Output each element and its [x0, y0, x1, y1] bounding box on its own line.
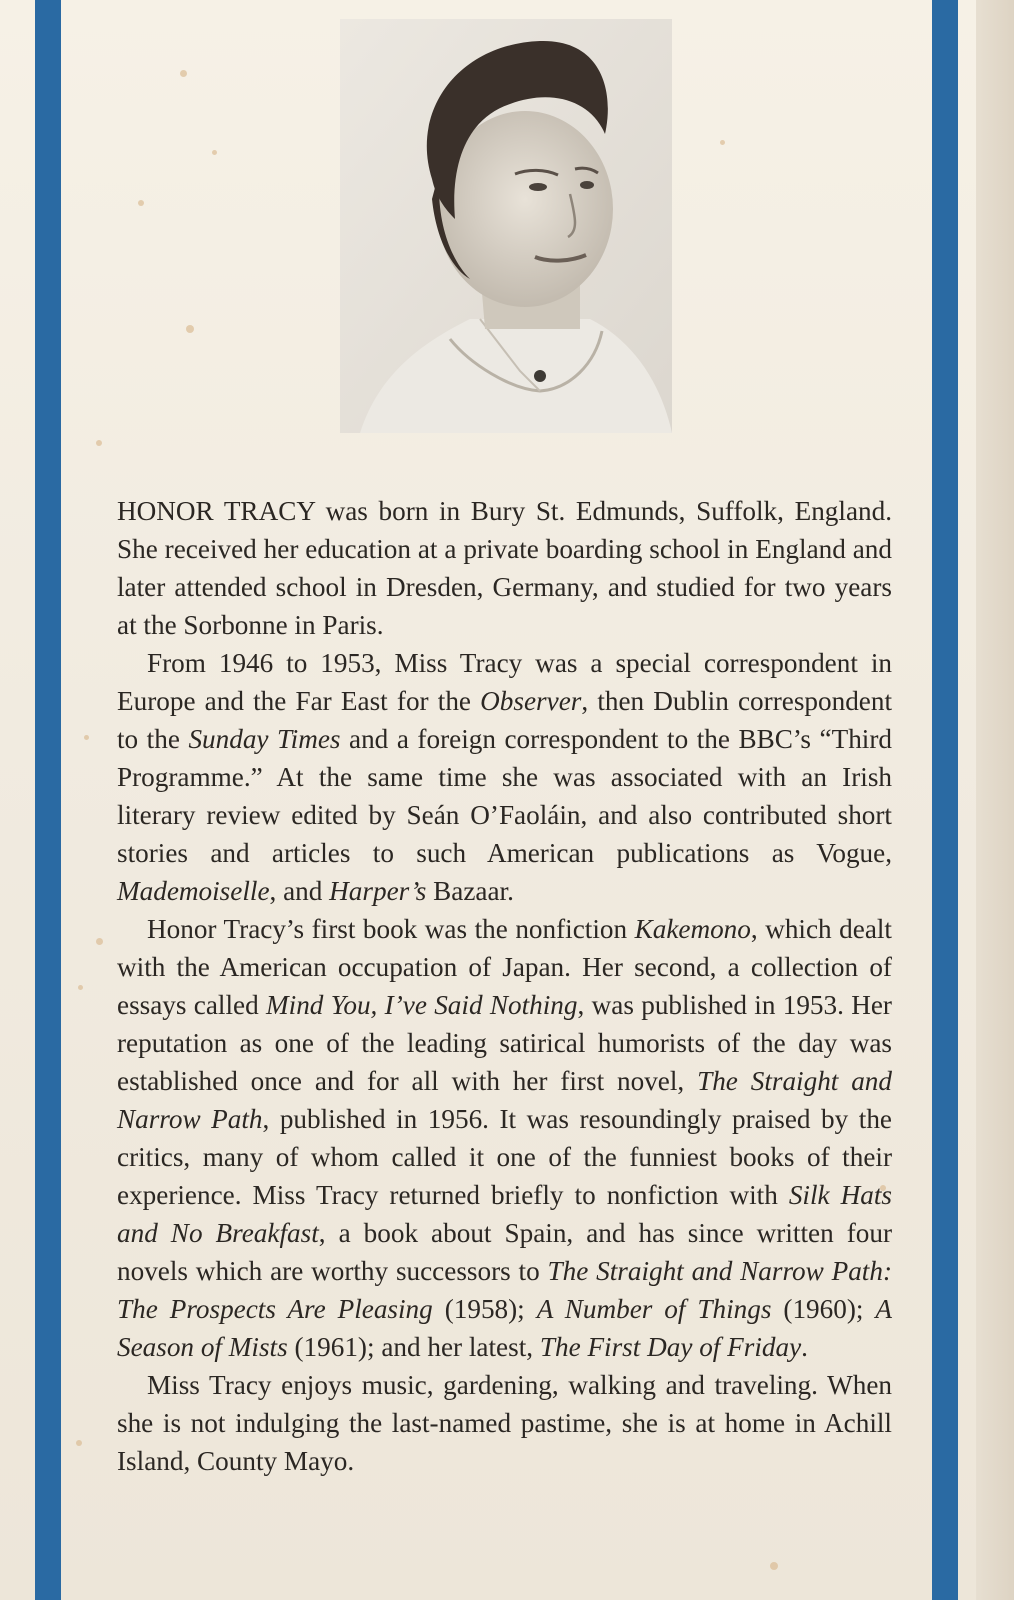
- italic-title-run: A Number of Things: [536, 1294, 772, 1324]
- text-run: , and: [269, 876, 330, 906]
- italic-title-run: Mademoiselle: [117, 876, 270, 906]
- text-run: (1960);: [771, 1294, 876, 1324]
- foxing-speck: [138, 200, 144, 206]
- italic-title-run: Harper’s: [329, 876, 427, 906]
- foxing-speck: [212, 150, 217, 155]
- text-run: Miss Tracy enjoys music, gardening, walking and traveling. When she is not indulging the last-named pastime, she is at home in Achill Island, County Mayo.: [117, 1370, 892, 1476]
- text-run: and a foreign correspondent to the BBC’s “Third Programme.” At the same time she was associated with an Irish literary review edited by Seán O’Faoláin, and also contributed short stories and articles to such American publications as Vogue,: [117, 724, 892, 868]
- foxing-speck: [186, 325, 194, 333]
- italic-title-run: The Straight and Narrow Path: The Prospects Are Pleasing: [117, 1256, 893, 1324]
- foxing-speck: [78, 985, 83, 990]
- italic-title-run: The Straight and Narrow Path: [117, 1066, 892, 1134]
- jacket-edge: [976, 0, 1014, 1600]
- right-blue-border: [932, 0, 958, 1600]
- italic-title-run: Kakemono: [634, 914, 751, 944]
- text-run: (1961); and her latest,: [287, 1332, 540, 1362]
- text-run: (1958);: [432, 1294, 537, 1324]
- text-run: , which dealt with the American occupation of Japan. Her second, a collection of essays called: [117, 914, 892, 1020]
- foxing-speck: [96, 440, 102, 446]
- foxing-speck: [76, 1440, 82, 1446]
- foxing-speck: [180, 70, 187, 77]
- italic-title-run: Mind You, I’ve Said Nothing: [266, 990, 578, 1020]
- italic-title-run: A Season of Mists: [117, 1294, 892, 1362]
- author-biography: [117, 492, 892, 1480]
- text-run: .: [801, 1332, 808, 1362]
- text-run: HONOR TRACY was born in Bury St. Edmunds, Suffolk, England. She received her education at a private boarding school in England and later attended school in Dresden, Germany, and studied for two years at the Sorbonne in Paris.: [117, 496, 892, 640]
- text-run: Honor Tracy’s first book was the nonfiction: [147, 914, 635, 944]
- italic-title-run: The First Day of Friday: [539, 1332, 802, 1362]
- foxing-speck: [96, 938, 103, 945]
- text-run: , a book about Spain, and has since written four novels which are worthy successors to: [117, 1218, 892, 1286]
- text-run: , was published in 1953. Her reputation as one of the leading satirical humorists of the day was established once and for all with her first novel,: [117, 990, 892, 1096]
- left-blue-border: [35, 0, 61, 1600]
- text-run: , then Dublin correspondent to the: [117, 686, 892, 754]
- bio-paragraph-education: [117, 492, 892, 644]
- text-run: , published in 1956. It was resoundingly praised by the critics, many of whom called it one of the funniest books of their experience. Miss Tracy returned briefly to nonfiction with: [117, 1104, 892, 1210]
- bio-paragraph-journalism: [117, 644, 892, 910]
- text-run: From 1946 to 1953, Miss Tracy was a special correspondent in Europe and the Far East for the: [117, 648, 892, 716]
- italic-title-run: Sunday Times: [188, 724, 341, 754]
- bio-paragraph-books: [117, 910, 892, 1366]
- foxing-speck: [720, 140, 725, 145]
- foxing-speck: [84, 735, 89, 740]
- author-photo: [340, 19, 672, 433]
- foxing-speck: [770, 1562, 778, 1570]
- italic-title-run: Observer: [480, 686, 582, 716]
- bio-paragraph-personal: [117, 1366, 892, 1480]
- text-run: Bazaar.: [426, 876, 514, 906]
- italic-title-run: Silk Hats and No Breakfast: [117, 1180, 892, 1248]
